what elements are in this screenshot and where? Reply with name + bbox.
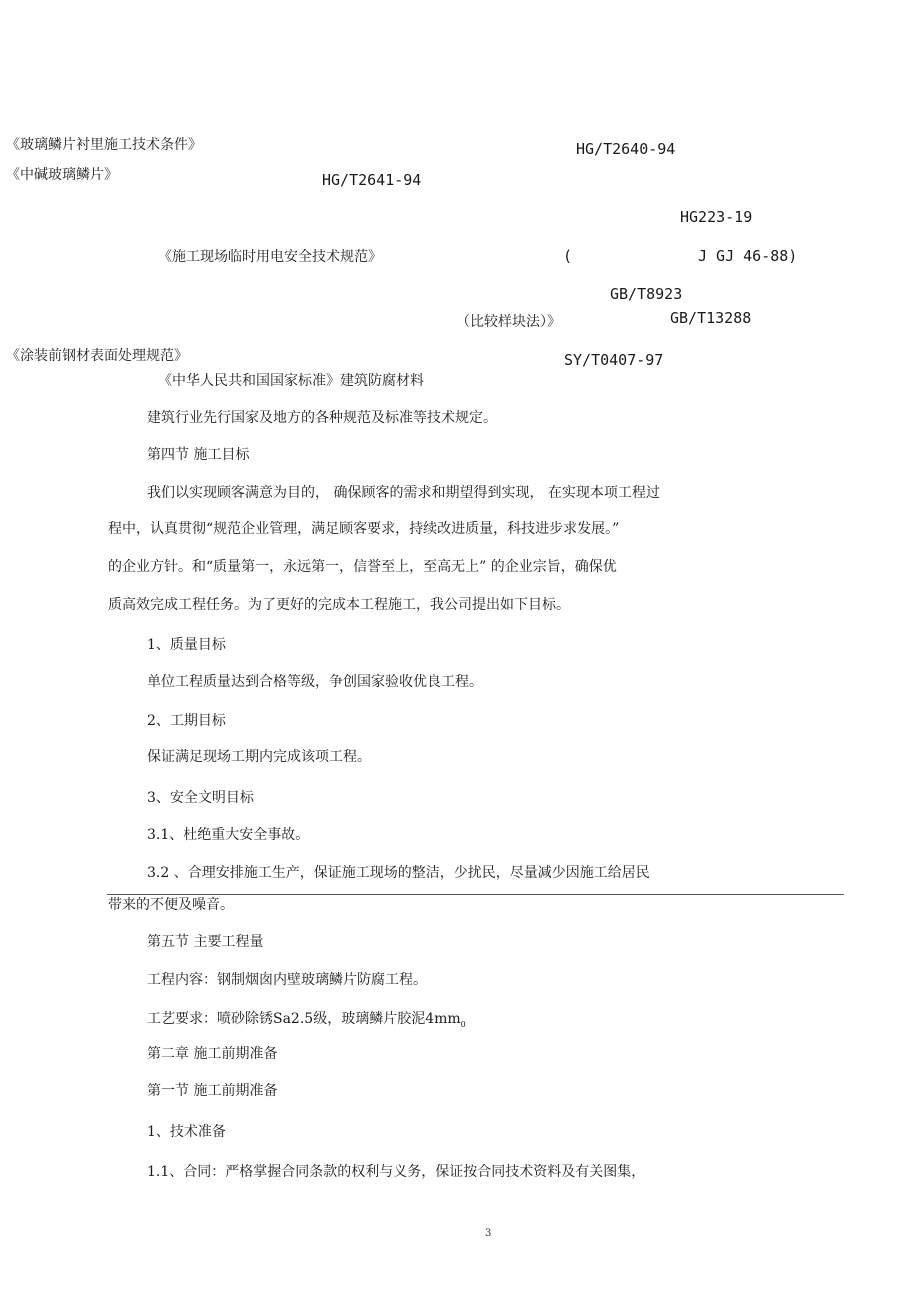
standard-paren-open: (	[563, 247, 573, 265]
standard-code-gb-t13288: GB/T13288	[670, 309, 752, 327]
goal-safety-heading: 3、安全文明目标	[147, 790, 254, 806]
standard-industry-text: 建筑行业先行国家及地方的各种规范及标准等技术规定。	[147, 410, 497, 426]
section5-heading: 第五节 主要工程量	[147, 934, 264, 950]
standard-title-temp-electric: 《施工现场临时用电安全技术规范》	[158, 249, 382, 265]
section5-process-requirement	[147, 1012, 466, 1029]
process-requirement-text: 工艺要求：喷砂除锈Sa2.5级，玻璃鳞片胶泥4mm	[147, 1011, 461, 1027]
standard-code-sy-t0407: SY/T0407-97	[564, 351, 664, 369]
standard-code-hg-t2640: HG/T2640-94	[576, 140, 676, 158]
goal-safety-item-3-1: 3.1、杜绝重大安全事故。	[147, 827, 310, 843]
section5-content: 工程内容：钢制烟囱内壁玻璃鳞片防腐工程。	[147, 972, 427, 988]
section4-paragraph-line4: 质高效完成工程任务。为了更好的完成本工程施工，我公司提出如下目标。	[108, 597, 570, 613]
chapter2-section1-heading: 第一节 施工前期准备	[147, 1083, 278, 1099]
section4-paragraph-line3: 的企业方针。和“质量第一，永远第一，信誉至上，至高无上” 的企业宗旨，确保优	[108, 559, 617, 575]
horizontal-rule	[107, 894, 844, 895]
page-number: 3	[485, 1228, 492, 1239]
standard-title-steel-surface: 《涂装前钢材表面处理规范》	[6, 348, 188, 364]
goal-quality-heading: 1、质量目标	[147, 637, 226, 653]
process-requirement-subscript: 0	[460, 1019, 466, 1029]
contract-text: 1.1、合同：严格掌握合同条款的权利与义务，保证按合同技术资料及有关图集，	[147, 1164, 646, 1180]
goal-safety-item-3-2-line2: 带来的不便及噪音。	[108, 897, 234, 913]
standard-code-hg223: HG223-19	[680, 208, 753, 226]
standard-code-gb-t8923: GB/T8923	[610, 285, 683, 303]
standard-title-national: 《中华人民共和国国家标准》建筑防腐材料	[158, 373, 424, 389]
tech-prep-heading: 1、技术准备	[147, 1124, 226, 1140]
standard-title-compare-block: （比较样块法）》	[456, 314, 561, 330]
goal-safety-item-3-2-line1: 3.2 、合理安排施工生产，保证施工现场的整洁，少扰民，尽量减少因施工给居民	[147, 865, 650, 881]
section4-heading: 第四节 施工目标	[147, 447, 250, 463]
goal-schedule-text: 保证满足现场工期内完成该项工程。	[147, 749, 371, 765]
standard-code-hg-t2641: HG/T2641-94	[322, 171, 422, 189]
chapter2-heading: 第二章 施工前期准备	[147, 1046, 278, 1062]
standard-title-medium-alkali-flake: 《中碱玻璃鳞片》	[6, 167, 118, 183]
section4-paragraph-line1: 我们以实现顾客满意为目的， 确保顾客的需求和期望得到实现， 在实现本项工程过	[147, 485, 660, 501]
goal-schedule-heading: 2、工期目标	[147, 713, 226, 729]
section4-paragraph-line2: 程中，认真贯彻“规范企业管理，满足顾客要求，持续改进质量，科技进步求发展。”	[108, 521, 620, 537]
standard-title-glass-flake-lining: 《玻璃鳞片衬里施工技术条件》	[6, 137, 202, 153]
standard-code-jgj46: J GJ 46-88)	[698, 247, 798, 265]
goal-quality-text: 单位工程质量达到合格等级，争创国家验收优良工程。	[147, 674, 483, 690]
